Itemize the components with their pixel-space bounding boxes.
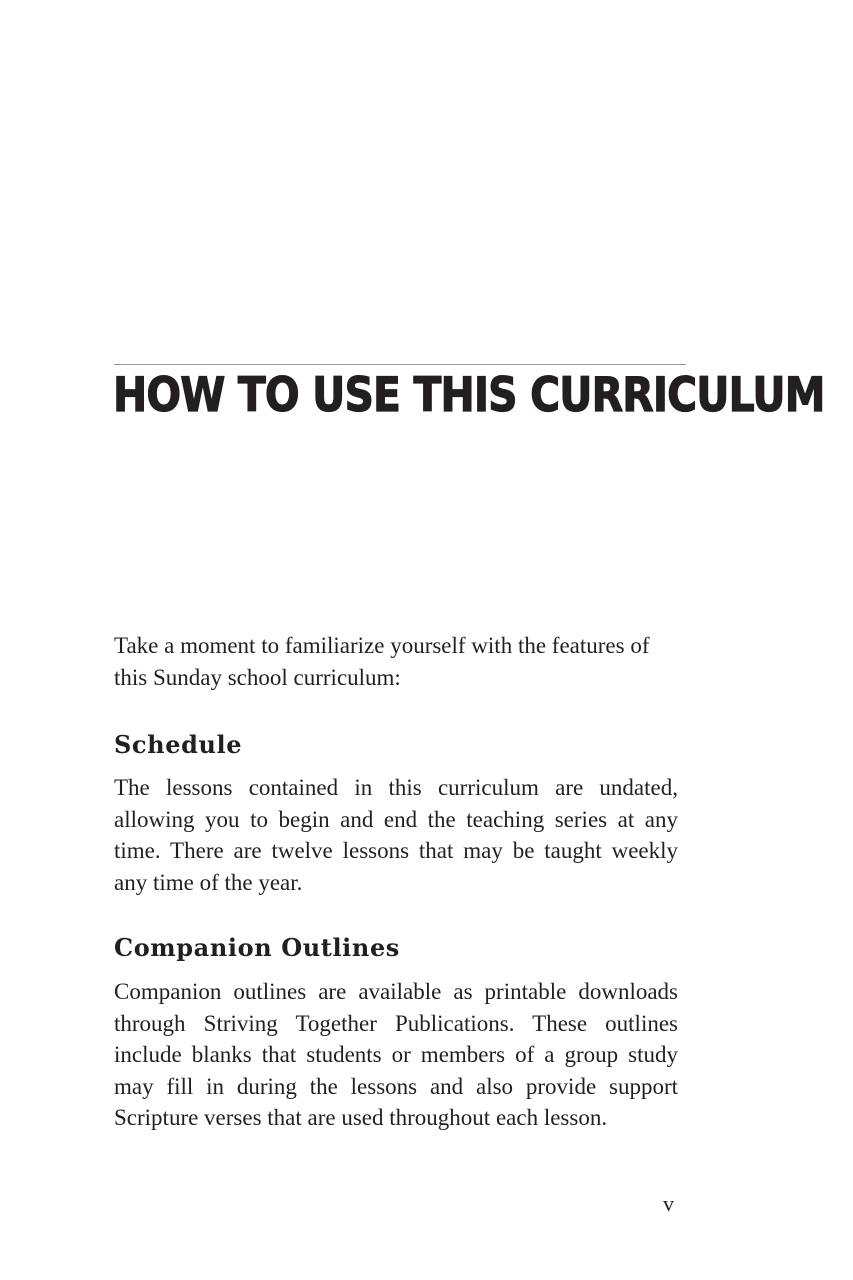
section-heading-schedule: Schedule	[114, 730, 243, 759]
section-body-companion-outlines: Companion outlines are available as printable downloads through Striving Together Publications. These outlines include blanks that students or members of a group study may fill in during the lessons and also provide support Scripture verses that are used throughout each lesson.	[114, 979, 678, 1130]
intro-paragraph: Take a moment to familiarize yourself with the features of this Sunday school curriculum:	[114, 633, 650, 690]
page-number: v	[663, 1191, 674, 1216]
section-heading-companion-outlines: Companion Outlines	[114, 933, 400, 962]
title-divider	[114, 364, 686, 365]
section-body-schedule: The lessons contained in this curriculum are undated, allowing you to begin and end the teaching series at any time. There are twelve lessons that may be taught weekly any time of the year.	[114, 775, 678, 895]
chapter-title: HOW TO USE THIS CURRICULUM	[113, 368, 825, 423]
